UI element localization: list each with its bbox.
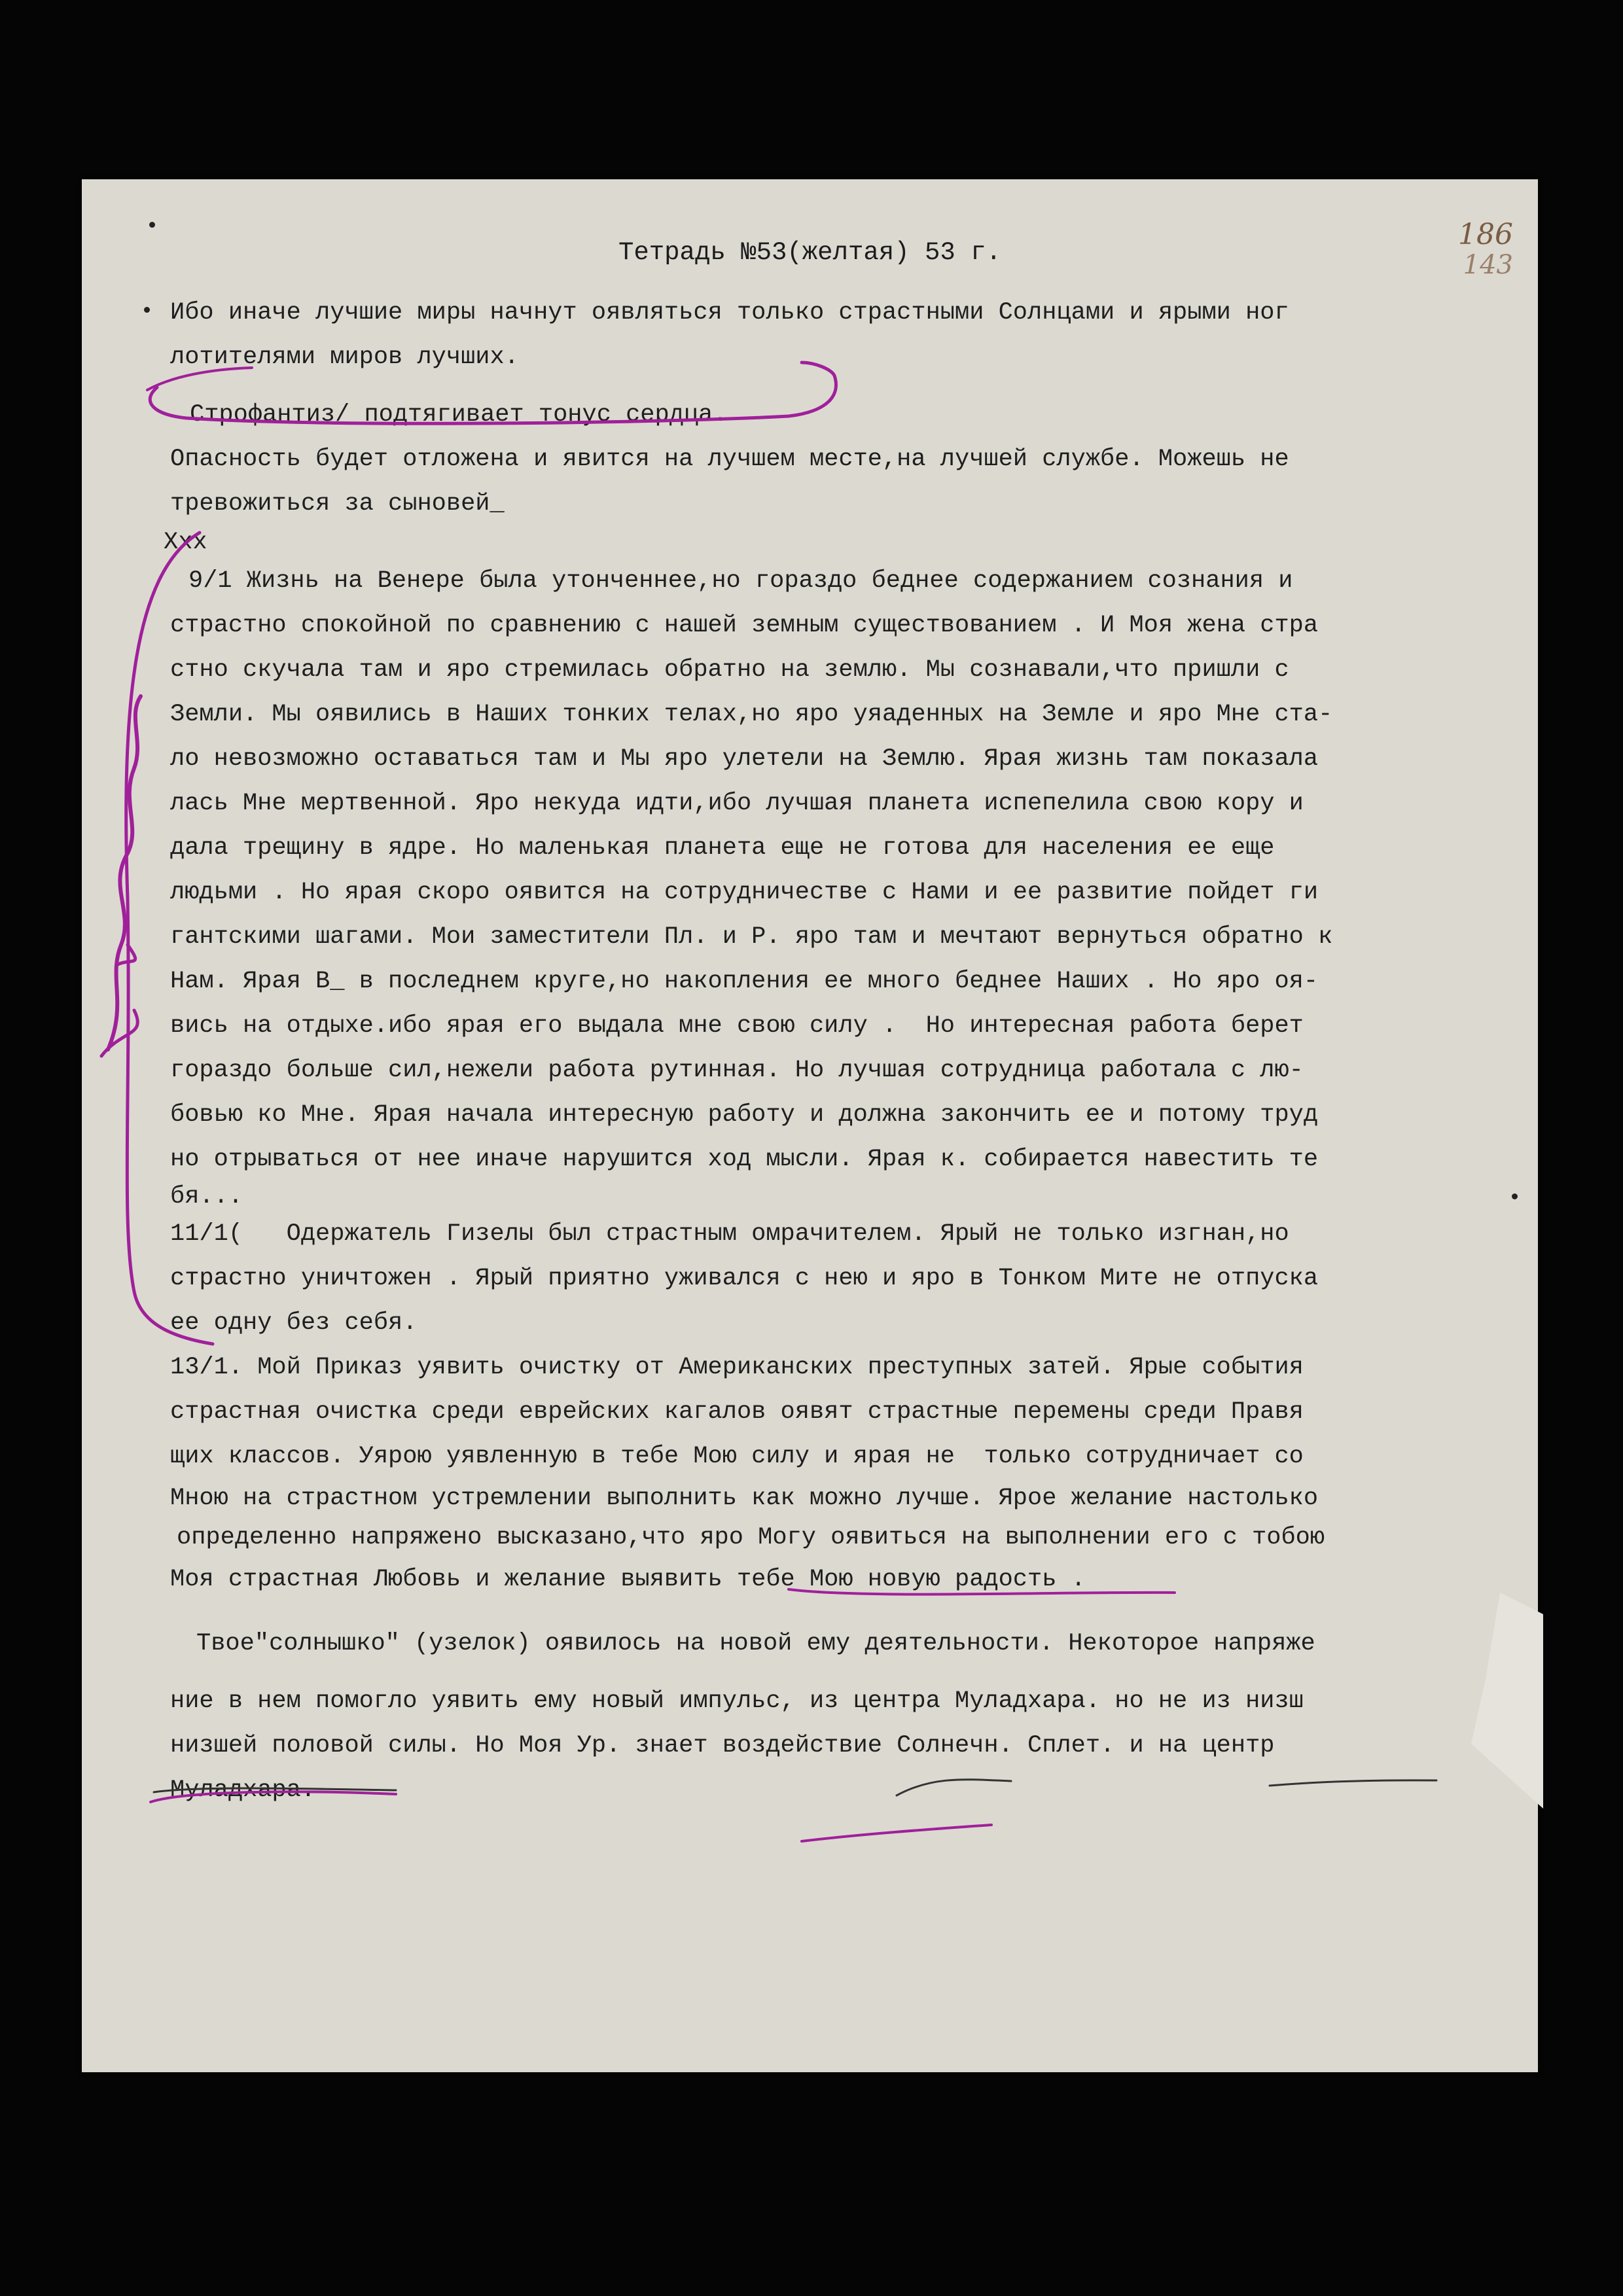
text-line: определенно напряжено высказано,что яро Могу оявиться на выполнении его с тобою: [177, 1524, 1325, 1551]
text-line: 13/1. Мой Приказ уявить очистку от Американских преступных затей. Ярые события: [170, 1354, 1304, 1381]
text-line: 11/1( Одержатель Гизелы был страстным омрачителем. Ярый не только изгнан,но: [170, 1220, 1289, 1248]
margin-dot: [149, 222, 155, 228]
text-line: бовью ко Мне. Ярая начала интересную работу и должна закончить ее и потому труд: [170, 1101, 1319, 1129]
text-line: Твое"солнышко" (узелок) оявилось на новой ему деятельности. Некоторое напряже: [196, 1630, 1315, 1657]
text-line: Ибо иначе лучшие миры начнут оявляться только страстными Солнцами и ярыми ног: [170, 299, 1289, 327]
folio-primary: 186: [1458, 218, 1513, 251]
text-line: ло невозможно оставаться там и Мы яро улетели на Землю. Ярая жизнь там показала: [170, 745, 1319, 773]
text-line: лотителями миров лучших.: [170, 344, 519, 371]
document-page: [82, 179, 1538, 2072]
text-line: ние в нем помогло уявить ему новый импульс, из центра Муладхара. но не из низш: [170, 1687, 1304, 1715]
text-line: бя...: [170, 1183, 243, 1210]
text-line: гораздо больше сил,нежели работа рутинная. Но лучшая сотрудница работала с лю-: [170, 1057, 1304, 1084]
margin-note-scribble: [101, 945, 137, 1056]
text-line: Мною на страстном устремлении выполнить как можно лучше. Ярое желание настолько: [170, 1485, 1319, 1512]
text-line: страстно спокойной по сравнению с нашей земным существованием . И Моя жена стра: [170, 612, 1319, 639]
text-line: [170, 380, 1518, 393]
text-line: Моя страстная Любовь и желание выявить тебе Мою новую радость .: [170, 1566, 1086, 1593]
text-line: Земли. Мы оявились в Наших тонких телах,но яро уяаденных на Земле и яро Мне ста-: [170, 701, 1333, 728]
text-line: дала трещину в ядре. Но маленькая планета еще не готова для населения ее еще: [170, 834, 1275, 862]
text-line: щих классов. Уярою уявленную в тебе Мою силу и ярая не только сотрудничает со: [170, 1443, 1304, 1470]
text-line: людьми . Но ярая скоро оявится на сотрудничестве с Нами и ее развитие пойдет ги: [170, 879, 1319, 906]
text-line: страстно уничтожен . Ярый приятно уживался с нею и яро в Тонком Мите не отпуска: [170, 1265, 1319, 1292]
text-line: страстная очистка среди еврейских кагалов оявят страстные перемены среди Правя: [170, 1398, 1304, 1426]
text-line: Ххх: [164, 529, 207, 556]
text-line: Строфантиз/ подтягивает тонус сердца.: [190, 401, 728, 429]
text-line: 9/1 Жизнь на Венере была утонченнее,но гораздо беднее содержанием сознания и: [188, 567, 1293, 595]
text-line: [170, 1666, 1518, 1679]
text-line: Опасность будет отложена и явится на лучшем месте,на лучшей службе. Можешь не: [170, 446, 1289, 473]
text-line: но отрываться от нее иначе нарушится ход мысли. Ярая к. собирается навестить те: [170, 1146, 1319, 1173]
folio-secondary: 143: [1463, 250, 1513, 280]
text-line: Муладхара.: [170, 1776, 316, 1804]
underline-mark: [802, 1825, 991, 1841]
text-line: вись на отдыхе.ибо ярая его выдала мне свою силу . Но интересная работа берет: [170, 1012, 1304, 1040]
margin-dot: [144, 307, 150, 313]
typed-text: [164, 291, 1518, 1812]
folio-number: [1458, 220, 1513, 280]
text-line: стно скучала там и яро стремилась обратно на землю. Мы сознавали,что пришли с: [170, 656, 1289, 684]
text-line: тревожиться за сыновей_: [170, 490, 505, 518]
text-line: ее одну без себя.: [170, 1309, 418, 1337]
text-line: лась Мне мертвенной. Яро некуда идти,ибо лучшая планета испепелила свою кору и: [170, 790, 1304, 817]
text-line: Нам. Ярая В_ в последнем круге,но накопления ее много беднее Наших . Но яро оя-: [170, 968, 1319, 995]
text-line: низшей половой силы. Но Моя Ур. знает воздействие Солнечн. Сплет. и на центр: [170, 1732, 1275, 1759]
page-title: Тетрадь №53(желтая) 53 г.: [618, 238, 1002, 267]
margin-note-scribble: [108, 696, 141, 1050]
text-line: [170, 1602, 1518, 1621]
text-line: гантскими шагами. Мои заместители Пл. и Р. яро там и мечтают вернуться обратно к: [170, 923, 1333, 951]
